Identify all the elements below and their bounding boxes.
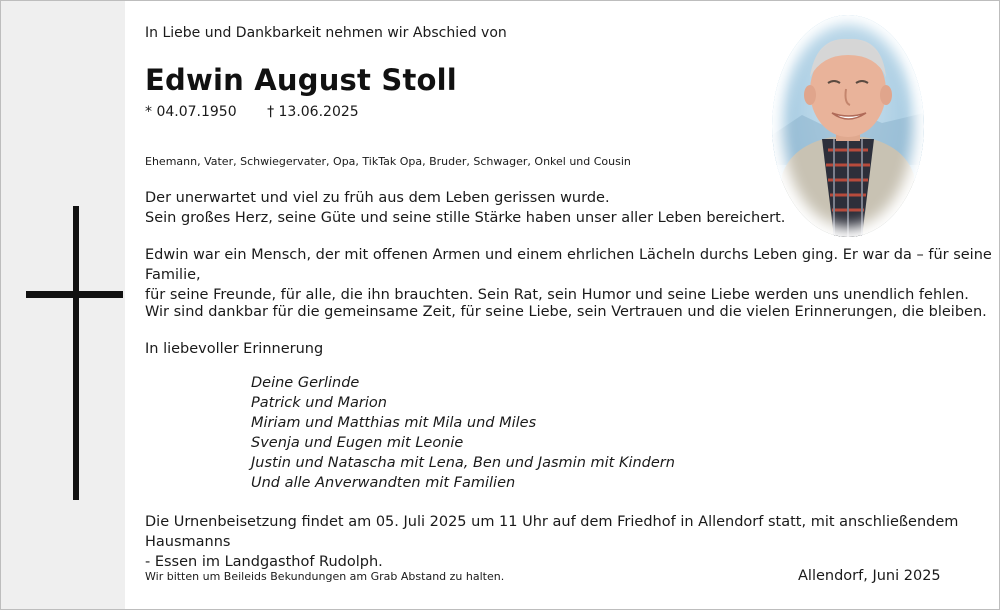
- burial-info: [145, 512, 999, 572]
- paragraph-3: Wir sind dankbar für die gemeinsame Zeit, für seine Liebe, sein Vertrauen und die vielen Erinnerungen, die bleiben.: [145, 304, 987, 320]
- intro-text: In Liebe und Dankbarkeit nehmen wir Abschied von: [145, 25, 507, 41]
- mourner-line: Und alle Anverwandten mit Familien: [251, 475, 516, 491]
- family-roles: Ehemann, Vater, Schwiegervater, Opa, TikTak Opa, Bruder, Schwager, Onkel und Cousin: [145, 155, 631, 168]
- burial-info-line-2: - Essen im Landgasthof Rudolph.: [145, 554, 383, 570]
- paragraph-2-line-1: Edwin war ein Mensch, der mit offenen Armen und einem ehrlichen Lächeln durchs Leben ging. Er war da – für seine Familie,: [145, 247, 992, 283]
- paragraph-1-line-2: Sein großes Herz, seine Güte und seine stille Stärke haben unser aller Leben bereichert.: [145, 210, 786, 226]
- birth-date: * 04.07.1950: [145, 104, 237, 120]
- portrait-photo: [772, 15, 924, 237]
- mourner-line: Svenja und Eugen mit Leonie: [251, 435, 464, 451]
- photo-vignette: [772, 15, 924, 237]
- paragraph-1-line-1: Der unerwartet und viel zu früh aus dem Leben gerissen wurde.: [145, 190, 610, 206]
- paragraph-2-line-2: für seine Freunde, für alle, die ihn brauchten. Sein Rat, sein Humor und seine Liebe werden uns unendlich fehlen.: [145, 287, 969, 303]
- deceased-name: Edwin August Stoll: [145, 63, 457, 97]
- death-date: † 13.06.2025: [267, 104, 359, 120]
- remembrance-line: In liebevoller Erinnerung: [145, 341, 324, 357]
- place-and-date: Allendorf, Juni 2025: [798, 568, 941, 584]
- cross-icon-beam: [26, 291, 123, 298]
- side-strip: [1, 1, 125, 609]
- condolence-note: Wir bitten um Beileids Bekundungen am Grab Abstand zu halten.: [145, 570, 505, 583]
- cross-icon: [73, 206, 79, 500]
- mourner-line: Patrick und Marion: [251, 395, 387, 411]
- burial-info-line-1: Die Urnenbeisetzung findet am 05. Juli 2025 um 11 Uhr auf dem Friedhof in Allendorf statt, mit anschließendem Hausmanns: [145, 514, 959, 550]
- mourners-list: [251, 373, 675, 493]
- mourner-line: Deine Gerlinde: [251, 375, 360, 391]
- mourner-line: Miriam und Matthias mit Mila und Miles: [251, 415, 537, 431]
- paragraph-1: [145, 188, 785, 228]
- paragraph-2: [145, 245, 999, 305]
- life-dates: [145, 104, 359, 120]
- mourner-line: Justin und Natascha mit Lena, Ben und Jasmin mit Kindern: [251, 455, 675, 471]
